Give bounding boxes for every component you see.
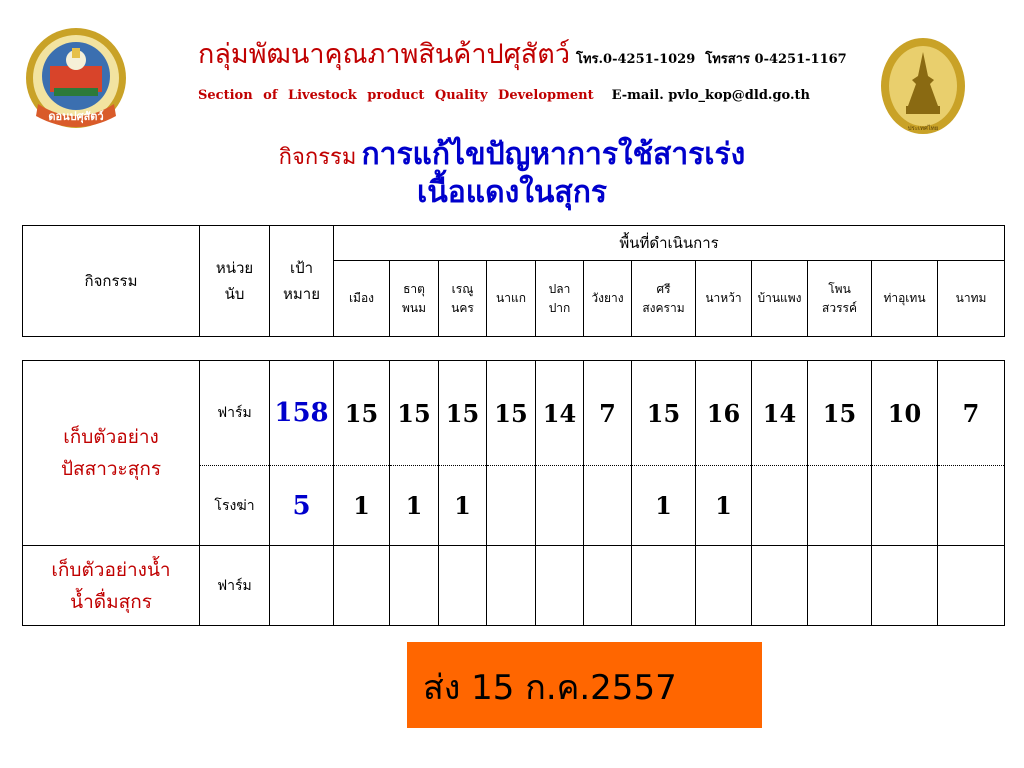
value-cell: 1 — [334, 466, 390, 546]
value-cell — [487, 546, 536, 626]
header-unit-line2: นับ — [224, 285, 245, 303]
value-cell — [752, 546, 808, 626]
activity-prefix: กิจกรรม — [278, 145, 357, 170]
value-cell: 1 — [632, 466, 696, 546]
target-cell — [270, 546, 334, 626]
header-activity: กิจกรรม — [23, 226, 200, 337]
value-cell: 14 — [536, 361, 584, 466]
value-cell — [334, 546, 390, 626]
district-header: โพน สวรรค์ — [808, 261, 872, 337]
activity-water-line2: น้ำดื่มสุกร — [70, 590, 152, 613]
department-seal-logo — [24, 26, 128, 130]
org-email: E-mail. pvlo_kop@dld.go.th — [611, 88, 810, 103]
value-cell — [487, 466, 536, 546]
value-cell: 16 — [696, 361, 752, 466]
activity-water-line1: เก็บตัวอย่างน้ำ — [51, 558, 171, 581]
table-row — [23, 546, 1005, 626]
org-name-th: กลุ่มพัฒนาคุณภาพสินค้าปศุสัตว์ — [198, 39, 570, 70]
submission-note-box — [407, 642, 762, 728]
value-cell: 7 — [584, 361, 632, 466]
value-cell: 1 — [439, 466, 487, 546]
district-header: บ้านแพง — [752, 261, 808, 337]
activity-heading — [0, 138, 1024, 214]
value-cell — [536, 466, 584, 546]
district-header: ท่าอุเทน — [872, 261, 938, 337]
org-fax: โทรสาร 0-4251-1167 — [705, 52, 847, 67]
value-cell — [584, 466, 632, 546]
value-cell — [752, 466, 808, 546]
logo-right-text: ประเทศไทย — [907, 125, 939, 132]
org-name-en: Section of Livestock product Quality Development — [198, 88, 594, 103]
value-cell — [390, 546, 439, 626]
value-cell — [696, 546, 752, 626]
table-row — [23, 361, 1005, 466]
activity-title-line1: การแก้ไขปัญหาการใช้สารเร่ง — [361, 137, 746, 172]
value-cell — [938, 546, 1005, 626]
activity-water — [23, 546, 200, 626]
target-cell: 158 — [270, 361, 334, 466]
value-cell — [536, 546, 584, 626]
target-cell: 5 — [270, 466, 334, 546]
value-cell: 1 — [696, 466, 752, 546]
header-target-line2: หมาย — [283, 285, 320, 303]
header-unit-line1: หน่วย — [215, 259, 254, 277]
value-cell: 15 — [808, 361, 872, 466]
header-target-line1: เป้า — [289, 259, 314, 277]
district-header: วังยาง — [584, 261, 632, 337]
value-cell — [808, 466, 872, 546]
org-phone: โทร.0-4251-1029 — [575, 52, 696, 67]
submission-date: ส่ง 15 ก.ค.2557 — [423, 668, 677, 708]
value-cell: 10 — [872, 361, 938, 466]
header-area: พื้นที่ดำเนินการ — [334, 226, 1005, 261]
value-cell — [439, 546, 487, 626]
header-table — [22, 225, 1005, 337]
activity-urine — [23, 361, 200, 546]
district-header: เมือง — [334, 261, 390, 337]
activity-title-line2: เนื้อแดงในสุกร — [417, 175, 607, 210]
activity-urine-line1: เก็บตัวอย่าง — [63, 426, 159, 448]
unit-cell: โรงฆ่า — [200, 466, 270, 546]
golden-pagoda-seal-logo — [880, 36, 966, 136]
district-header: เรณู นคร — [439, 261, 487, 337]
value-cell: 7 — [938, 361, 1005, 466]
activity-urine-line2: ปัสสาวะสุกร — [60, 458, 162, 480]
logo-left-text: ดอนปศุสัตว์ — [48, 110, 104, 123]
district-header: ธาตุ พนม — [390, 261, 439, 337]
unit-cell: ฟาร์ม — [200, 361, 270, 466]
district-header: นาหว้า — [696, 261, 752, 337]
value-cell: 15 — [487, 361, 536, 466]
value-cell — [872, 466, 938, 546]
value-cell: 15 — [439, 361, 487, 466]
district-header: ปลา ปาก — [536, 261, 584, 337]
data-table — [22, 360, 1005, 626]
value-cell: 15 — [390, 361, 439, 466]
district-header: ศรี สงคราม — [632, 261, 696, 337]
value-cell — [808, 546, 872, 626]
value-cell — [938, 466, 1005, 546]
value-cell — [872, 546, 938, 626]
district-header: นาแก — [487, 261, 536, 337]
unit-cell: ฟาร์ม — [200, 546, 270, 626]
value-cell: 15 — [632, 361, 696, 466]
org-subheading — [198, 88, 838, 103]
district-header: นาทม — [938, 261, 1005, 337]
value-cell: 14 — [752, 361, 808, 466]
org-heading — [198, 32, 847, 75]
header-unit — [200, 226, 270, 337]
value-cell: 15 — [334, 361, 390, 466]
value-cell — [632, 546, 696, 626]
header-target — [270, 226, 334, 337]
value-cell — [584, 546, 632, 626]
value-cell: 1 — [390, 466, 439, 546]
